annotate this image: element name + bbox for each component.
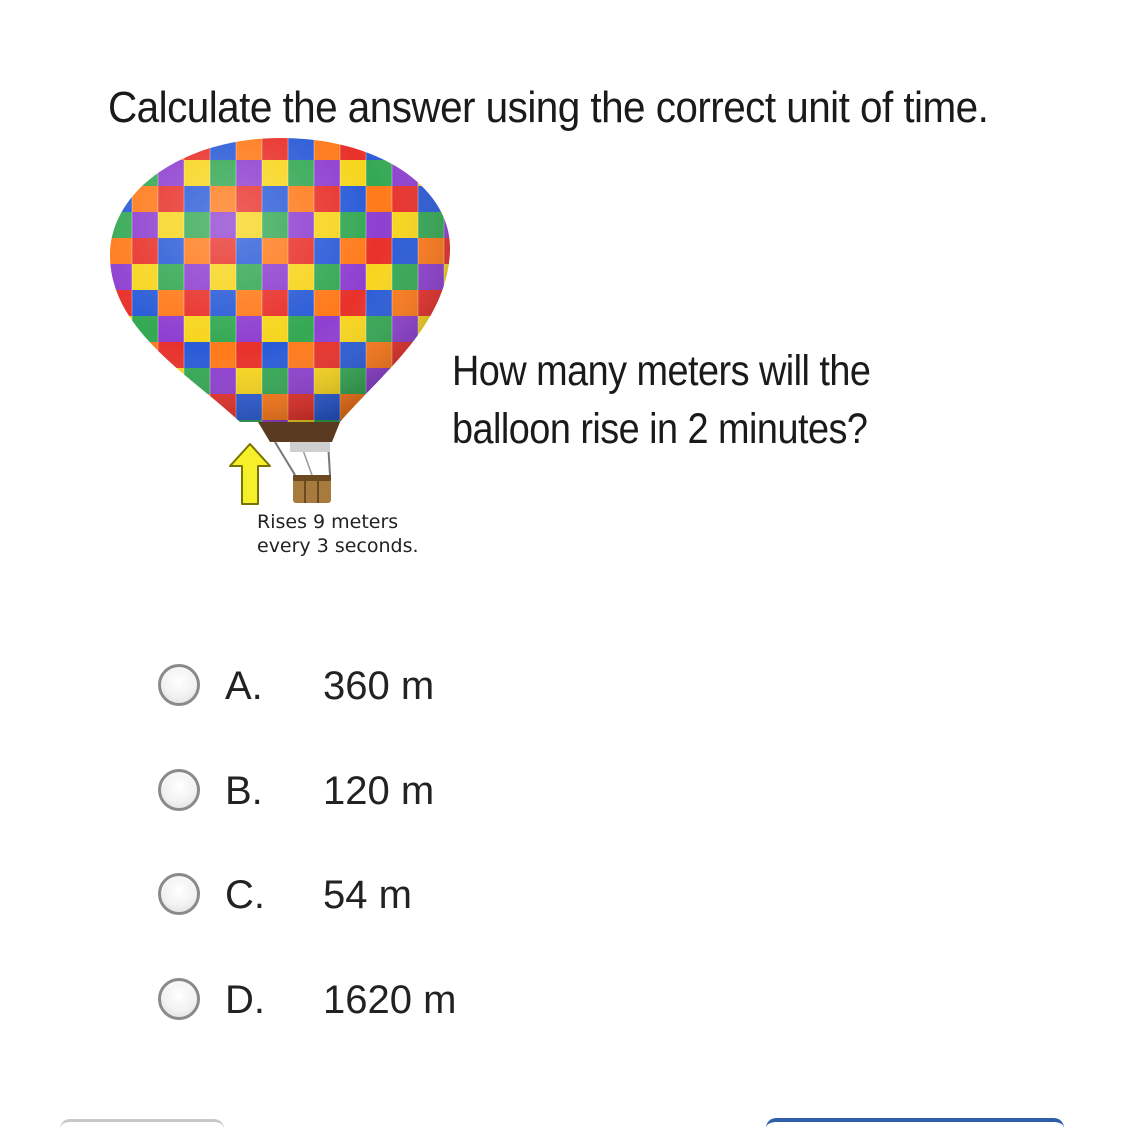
hot-air-balloon-icon [100,130,470,510]
instruction-heading: Calculate the answer using the correct unit of time. [108,83,989,132]
choice-b[interactable] [158,763,658,868]
caption-line-2: every 3 seconds. [257,535,419,557]
choice-letter: C. [225,873,265,917]
choice-c[interactable] [158,867,658,972]
radio-button-c[interactable] [158,873,200,915]
arrow-up-icon [230,444,270,504]
question-line-1: How many meters will the [452,347,871,395]
radio-button-d[interactable] [158,978,200,1020]
choice-letter: B. [225,768,263,813]
choice-d[interactable] [158,972,658,1077]
radio-button-b[interactable] [158,769,200,811]
figure-caption [257,510,419,558]
question-line-2: balloon rise in 2 minutes? [452,405,868,453]
back-button[interactable] [60,1119,224,1139]
caption-line-1: Rises 9 meters [257,511,399,533]
choice-letter: D. [225,977,265,1022]
radio-button-a[interactable] [158,664,200,706]
choice-a[interactable] [158,658,658,763]
balloon-figure [100,130,470,510]
choice-value: 360 m [323,664,435,708]
choice-value: 1620 m [323,977,457,1022]
choice-value: 54 m [323,873,412,917]
submit-button[interactable] [766,1118,1064,1138]
choice-letter: A. [225,664,263,708]
choice-value: 120 m [323,768,435,813]
answer-choices [158,658,658,1076]
question-text [452,342,870,458]
